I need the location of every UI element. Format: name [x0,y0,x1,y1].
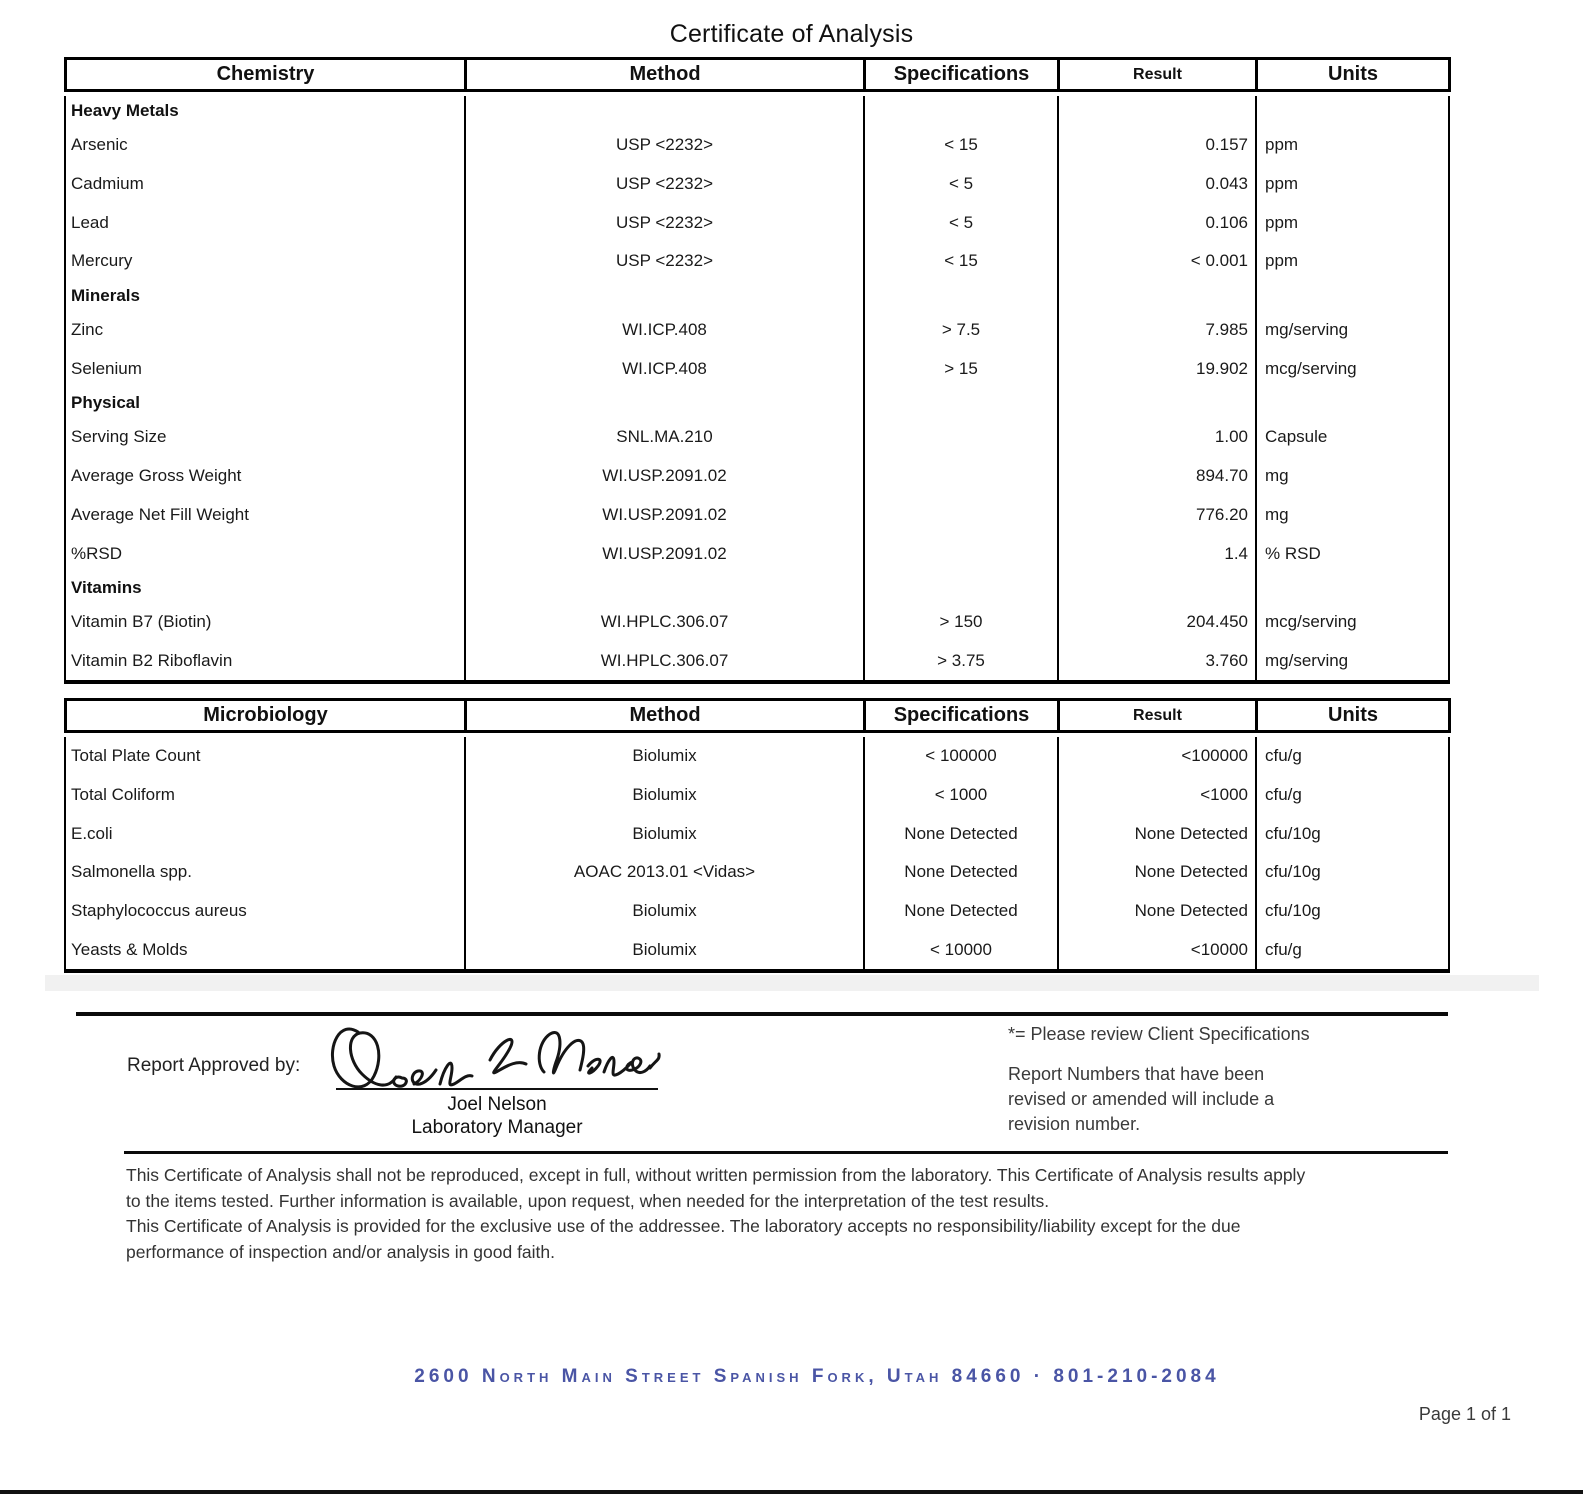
table-row [65,126,1449,165]
analyte-cell: Total Coliform [71,785,175,805]
result-cell: 7.985 [1058,311,1256,350]
specification-cell [864,496,1058,535]
analyte-cell: %RSD [71,543,123,563]
units-cell: cfu/g [1256,737,1449,776]
specification-cell: > 15 [864,349,1058,388]
empty-cell [864,281,1058,311]
text-line: revised or amended will include a [1008,1089,1275,1109]
method-cell: WI.ICP.408 [465,311,864,350]
chemistry-table [64,57,1448,684]
units-cell: mg [1256,496,1449,535]
table-row [65,737,1449,776]
units-cell: cfu/10g [1256,892,1449,931]
result-cell: <100000 [1058,737,1256,776]
result-cell: 3.760 [1058,642,1256,683]
section-label: Vitamins [71,577,142,597]
empty-cell [864,96,1058,126]
method-cell: Biolumix [465,892,864,931]
col-header-chemistry: Chemistry [216,63,315,85]
units-cell: cfu/g [1256,776,1449,815]
analyte-cell: Salmonella spp. [71,862,192,882]
table-row [65,311,1449,350]
analyte-cell: Staphylococcus aureus [71,901,247,921]
specification-cell: < 10000 [864,930,1058,971]
signer-role: Laboratory Manager [411,1117,583,1138]
result-cell: 776.20 [1058,496,1256,535]
signer-name: Joel Nelson [447,1094,547,1115]
table-row [65,457,1449,496]
microbiology-header-row [64,698,1451,733]
result-cell: None Detected [1058,853,1256,892]
table-row [65,930,1449,971]
empty-cell [864,573,1058,603]
method-cell: Biolumix [465,814,864,853]
text-line: performance of inspection and/or analysis in good faith. [126,1241,556,1262]
units-cell: ppm [1256,165,1449,204]
chemistry-header-row [64,57,1451,92]
specification-cell: < 5 [864,203,1058,242]
specification-cell [864,418,1058,457]
result-cell: None Detected [1058,814,1256,853]
method-cell: WI.ICP.408 [465,349,864,388]
method-cell: SNL.MA.210 [465,418,864,457]
text-line: to the items tested. Further information is available, upon request, when needed for the interpretation of the test results. [126,1190,1050,1211]
specification-cell: > 150 [864,603,1058,642]
empty-cell [465,96,864,126]
section-row [65,573,1449,603]
specification-cell: None Detected [864,853,1058,892]
specification-cell: < 100000 [864,737,1058,776]
analyte-cell: Zinc [71,320,104,340]
analyte-cell: Selenium [71,358,142,378]
empty-cell [1058,388,1256,418]
units-cell: ppm [1256,126,1449,165]
specification-cell [864,457,1058,496]
col-header-specifications: Specifications [865,59,1059,91]
empty-cell [864,388,1058,418]
analyte-cell: Total Plate Count [71,746,201,766]
text-line: Report Numbers that have been [1008,1064,1265,1084]
method-cell: Biolumix [465,737,864,776]
units-cell: cfu/g [1256,930,1449,971]
table-row [65,814,1449,853]
specification-cell: < 15 [864,242,1058,281]
report-approved-label: Report Approved by: [127,1055,301,1076]
method-cell: USP <2232> [465,126,864,165]
units-cell: mg [1256,457,1449,496]
result-cell: 894.70 [1058,457,1256,496]
table-row [65,349,1449,388]
signature-line [336,1068,658,1090]
units-cell: Capsule [1256,418,1449,457]
table-row [65,853,1449,892]
col-header-result: Result [1059,59,1257,91]
section-row [65,96,1449,126]
method-cell: USP <2232> [465,203,864,242]
units-cell: mg/serving [1256,311,1449,350]
table-row [65,534,1449,573]
page-bottom-rule [0,1490,1583,1494]
units-cell: ppm [1256,203,1449,242]
units-cell: ppm [1256,242,1449,281]
col-header-microbiology: Microbiology [203,704,328,726]
result-cell: <10000 [1058,930,1256,971]
table-row [65,496,1449,535]
result-cell: 0.106 [1058,203,1256,242]
client-spec-note: *= Please review Client Specifications [1008,1024,1310,1044]
specification-cell: > 7.5 [864,311,1058,350]
analyte-cell: Lead [71,212,109,232]
section-row [65,281,1449,311]
table-row [65,892,1449,931]
method-cell: USP <2232> [465,242,864,281]
empty-cell [465,573,864,603]
chemistry-body [64,96,1450,684]
approval-top-rule [76,1012,1448,1016]
specification-cell: > 3.75 [864,642,1058,683]
table-row [65,203,1449,242]
analyte-cell: Vitamin B7 (Biotin) [71,612,212,632]
analyte-cell: Yeasts & Molds [71,939,188,959]
text-line: revision number. [1008,1114,1141,1134]
microbiology-table [64,698,1448,973]
specification-cell [864,534,1058,573]
method-cell: Biolumix [465,930,864,971]
specification-cell: < 15 [864,126,1058,165]
divider-band [45,975,1539,991]
empty-cell [1256,96,1449,126]
table-row [65,242,1449,281]
units-cell: cfu/10g [1256,814,1449,853]
empty-cell [1256,573,1449,603]
table-row [65,418,1449,457]
empty-cell [1256,281,1449,311]
units-cell: mg/serving [1256,642,1449,683]
revision-note [1008,1062,1274,1137]
analyte-cell: Vitamin B2 Riboflavin [71,650,233,670]
microbiology-body [64,737,1450,973]
empty-cell [1058,281,1256,311]
result-cell: 0.043 [1058,165,1256,204]
section-label: Heavy Metals [71,101,179,120]
signer-block [336,1093,658,1139]
method-cell: WI.USP.2091.02 [465,534,864,573]
analyte-cell: Arsenic [71,135,128,155]
legal-disclaimer [126,1163,1446,1265]
method-cell: WI.HPLC.306.07 [465,603,864,642]
col-header-specifications: Specifications [865,700,1059,732]
col-header-method: Method [466,700,865,732]
page-title: Certificate of Analysis [669,20,914,48]
units-cell: % RSD [1256,534,1449,573]
analyte-cell: Mercury [71,251,133,271]
table-row [65,603,1449,642]
analyte-cell: E.coli [71,823,113,843]
specification-cell: None Detected [864,814,1058,853]
empty-cell [465,388,864,418]
units-cell: cfu/10g [1256,853,1449,892]
result-cell: 19.902 [1058,349,1256,388]
specification-cell: None Detected [864,892,1058,931]
method-cell: WI.USP.2091.02 [465,496,864,535]
lab-address: 2600 North Main Street Spanish Fork, Utah 84660 · 801-210-2084 [414,1366,1220,1387]
method-cell: Biolumix [465,776,864,815]
analyte-cell: Cadmium [71,174,144,194]
specification-cell: < 5 [864,165,1058,204]
table-row [65,776,1449,815]
analyte-cell: Average Net Fill Weight [71,504,249,524]
col-header-method: Method [466,59,865,91]
units-cell: mcg/serving [1256,603,1449,642]
page-number: Page 1 of 1 [1418,1404,1511,1424]
analyte-cell: Serving Size [71,427,167,447]
method-cell: WI.USP.2091.02 [465,457,864,496]
text-line: This Certificate of Analysis shall not be reproduced, except in full, without written permission from the laboratory. This Certificate of Analysis results apply [126,1165,1306,1185]
result-cell: <1000 [1058,776,1256,815]
section-label: Physical [71,393,140,413]
approval-bottom-rule [124,1151,1448,1154]
result-cell: 204.450 [1058,603,1256,642]
table-row [65,165,1449,204]
result-cell: 1.00 [1058,418,1256,457]
col-header-units: Units [1257,700,1450,732]
empty-cell [1256,388,1449,418]
table-row [65,642,1449,683]
result-cell: < 0.001 [1058,242,1256,281]
method-cell: WI.HPLC.306.07 [465,642,864,683]
specification-cell: < 1000 [864,776,1058,815]
empty-cell [1058,573,1256,603]
method-cell: USP <2232> [465,165,864,204]
units-cell: mcg/serving [1256,349,1449,388]
analyte-cell: Average Gross Weight [71,466,242,486]
method-cell: AOAC 2013.01 <Vidas> [465,853,864,892]
empty-cell [465,281,864,311]
section-label: Minerals [71,285,140,305]
empty-cell [1058,96,1256,126]
col-header-result: Result [1059,700,1257,732]
result-cell: 1.4 [1058,534,1256,573]
result-cell: 0.157 [1058,126,1256,165]
section-row [65,388,1449,418]
col-header-units: Units [1257,59,1450,91]
result-cell: None Detected [1058,892,1256,931]
text-line: This Certificate of Analysis is provided for the exclusive use of the addressee. The laboratory accepts no responsibility/liability except for the due [126,1216,1241,1236]
